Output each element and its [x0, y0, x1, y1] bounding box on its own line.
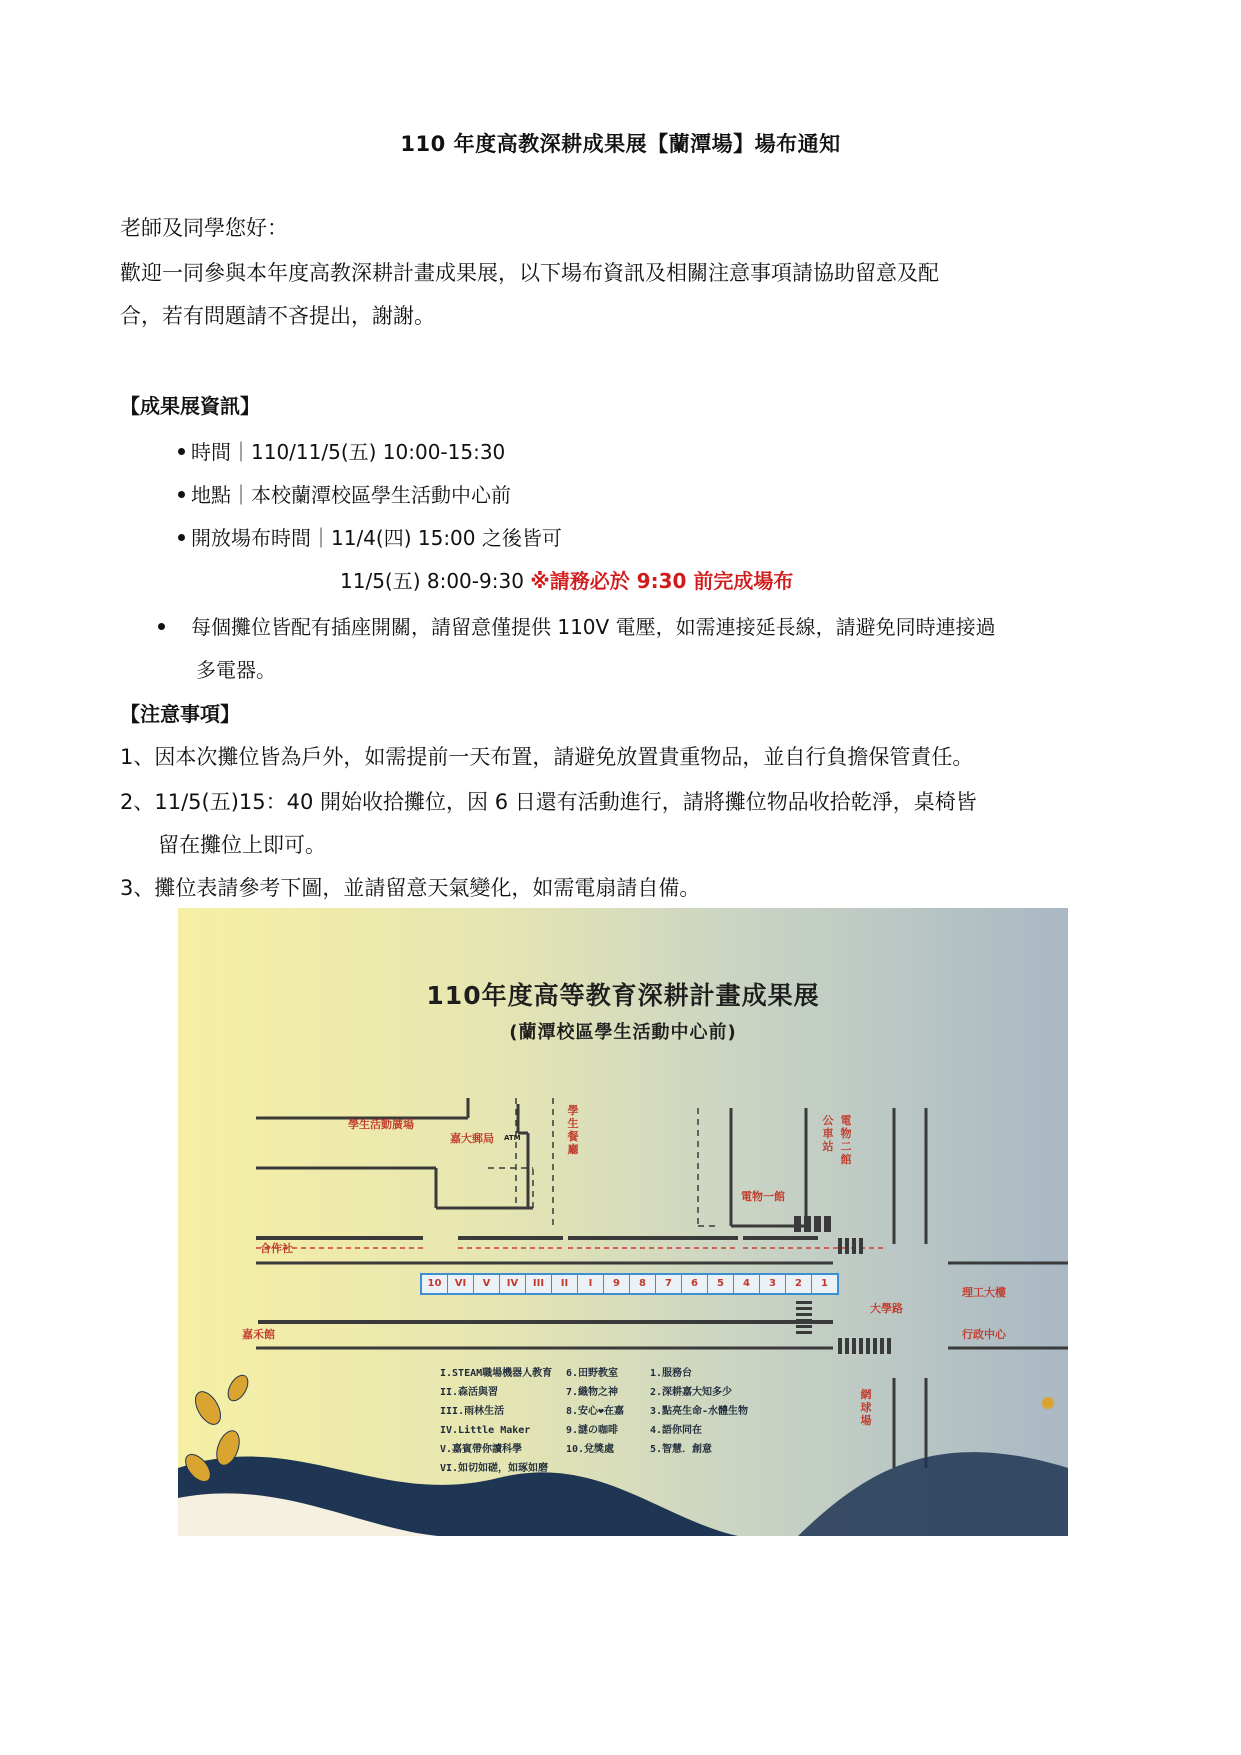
booth: 1: [821, 1278, 828, 1289]
legend-item: 9.謎の咖啡: [566, 1425, 619, 1436]
booth: 7: [656, 1275, 682, 1293]
info-setup-2: [340, 565, 793, 594]
booth: 6: [682, 1275, 708, 1293]
legend-item: 4.語你同在: [650, 1425, 703, 1436]
info-heading: 【成果展資訊】: [120, 394, 260, 418]
eng2-label: 電物二館: [840, 1114, 852, 1166]
post-office-label: 嘉大郵局: [450, 1132, 494, 1145]
legend-item: 8.安心❤在嘉: [566, 1406, 625, 1417]
booth: 2: [786, 1275, 812, 1293]
coop-label: 合作社: [260, 1242, 293, 1255]
tech-building-label: 理工大樓: [962, 1286, 1006, 1299]
legend-column-2: [566, 1364, 624, 1459]
booth: 5: [708, 1275, 734, 1293]
info-place: [178, 479, 511, 508]
map-subtitle: (蘭潭校區學生活動中心前): [509, 1022, 737, 1043]
legend-item: 6.田野教室: [566, 1368, 619, 1379]
booth: II: [552, 1275, 578, 1293]
info-power-line-2: 多電器。: [196, 658, 276, 682]
legend-item: I.STEAM職場機器人教育: [440, 1368, 553, 1379]
info-setup-text: 開放場布時間｜11/4(四) 15:00 之後皆可: [191, 526, 562, 550]
university-road-label: 大學路: [870, 1302, 903, 1315]
booth: V: [474, 1275, 500, 1293]
booth: I: [578, 1275, 604, 1293]
note-3: 3、攤位表請參考下圖，並請留意天氣變化，如需電扇請自備。: [120, 876, 701, 900]
legend-item: 2.深耕嘉大知多少: [650, 1387, 733, 1398]
info-place-text: 地點｜本校蘭潭校區學生活動中心前: [191, 483, 511, 507]
booth: 9: [604, 1275, 630, 1293]
cafeteria-label: 學生餐廳: [567, 1104, 579, 1156]
booth: 3: [760, 1275, 786, 1293]
booth: 10: [422, 1275, 448, 1293]
booth: VI: [448, 1275, 474, 1293]
info-power-text: 每個攤位皆配有插座開關，請留意僅提供 110V 電壓，如需連接延長線，請避免同時連接過: [191, 615, 996, 639]
tennis-court-label: 網球場: [860, 1388, 872, 1427]
note-1: 1、因本次攤位皆為戶外，如需提前一天布置，請避免放置貴重物品，並自行負擔保管責任。: [120, 745, 974, 769]
atm-label: ATM: [504, 1134, 521, 1142]
intro-line-1: 歡迎一同參與本年度高教深耕計畫成果展，以下場布資訊及相關注意事項請協助留意及配: [120, 261, 939, 285]
legend-item: III.雨林生活: [440, 1406, 505, 1417]
booth: III: [526, 1275, 552, 1293]
legend-item: 3.點亮生命-水體生物: [650, 1406, 749, 1417]
legend-item: V.嘉賓帶你讀科學: [440, 1444, 523, 1455]
legend-item: IV.Little Maker: [440, 1425, 531, 1436]
booth: 4: [734, 1275, 760, 1293]
bullet-dot-icon: [178, 534, 185, 541]
bullet-dot-icon: [178, 491, 185, 498]
legend-item: 10.兌獎處: [566, 1444, 615, 1455]
booth-row: [420, 1273, 839, 1295]
legend-column-3: [650, 1364, 748, 1459]
notes-heading: 【注意事項】: [120, 702, 240, 726]
legend-item: VI.如切如磋，如琢如磨: [440, 1463, 549, 1474]
info-time: [178, 436, 505, 465]
map-title: 110年度高等教育深耕計畫成果展: [426, 981, 820, 1010]
admin-center-label: 行政中心: [962, 1328, 1006, 1341]
deadline-warning: ※請務必於 9:30 前完成場布: [530, 569, 794, 593]
booth: 8: [630, 1275, 656, 1293]
intro-line-2: 合，若有問題請不吝提出，謝謝。: [120, 304, 435, 328]
legend-column-1: [440, 1364, 552, 1478]
booth: IV: [500, 1275, 526, 1293]
note-2-line-2: 留在攤位上即可。: [158, 833, 326, 857]
booth-map-image: [178, 908, 1068, 1536]
info-setup: [178, 522, 562, 551]
legend-item: 7.織物之神: [566, 1387, 619, 1398]
document-title: 110 年度高教深耕成果展【蘭潭場】場布通知: [400, 132, 841, 156]
info-setup2-text: 11/5(五) 8:00-9:30: [340, 569, 524, 593]
info-power: [158, 611, 996, 640]
bus-stop-label: 公車站: [822, 1114, 834, 1153]
note-2-line-1: 2、11/5(五)15：40 開始收拾攤位，因 6 日還有活動進行，請將攤位物品收拾乾淨，桌椅皆: [120, 790, 977, 814]
greeting: 老師及同學您好：: [120, 216, 288, 240]
eng1-label: 電物一館: [741, 1190, 785, 1203]
legend-item: II.森活與習: [440, 1387, 499, 1398]
bullet-dot-icon: [158, 623, 165, 630]
plaza-label: 學生活動廣場: [348, 1118, 414, 1131]
jiahe-label: 嘉禾館: [242, 1328, 275, 1341]
legend-item: 5.智慧．創意: [650, 1444, 713, 1455]
bullet-dot-icon: [178, 448, 185, 455]
legend-item: 1.服務台: [650, 1368, 693, 1379]
info-time-text: 時間｜110/11/5(五) 10:00-15:30: [191, 440, 506, 464]
